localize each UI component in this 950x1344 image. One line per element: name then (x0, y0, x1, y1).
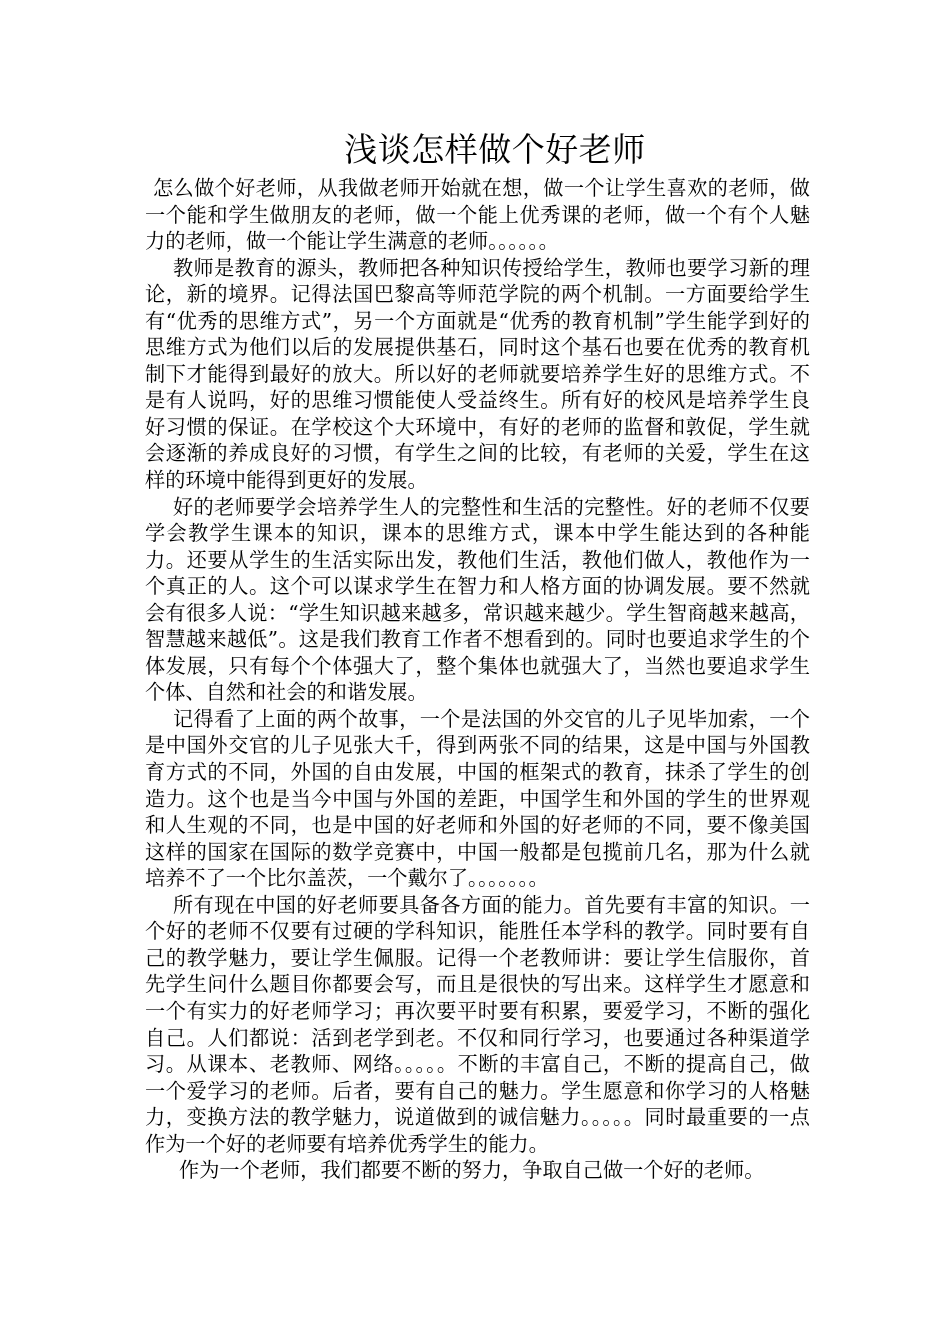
paragraph-6: 作为一个老师，我们都要不断的努力，争取自己做一个好的老师。 (179, 1158, 765, 1183)
paragraph-3: 好的老师要学会培养学生人的完整性和生活的完整性。好的老师不仅要学会教学生课本的知识，课本的思维方式，课本中学生能达到的各种能力。还要从学生的生活实际出发，教他们生活，教他们做人，教他作为一个真正的人。这个可以谋求学生在智力和人格方面的协调发展。要不然就会有很多人说：“学生知识越来越多，常识越来越少。学生智商越来越高，智慧越来越低”。这是我们教育工作者不想看到的。同时也要追求学生的个体发展，只有每个个体强大了，整个集体也就强大了，当然也要追求学生个体、自然和社会的和谐发展。 (145, 494, 810, 705)
paragraph-4: 记得看了上面的两个故事，一个是法国的外交官的儿子见毕加索，一个是中国外交官的儿子见张大千，得到两张不同的结果，这是中国与外国教育方式的不同，外国的自由发展，中国的框架式的教育，抹杀了学生的创造力。这个也是当今中国与外国的差距，中国学生和外国的学生的世界观和人生观的不同，也是中国的好老师和外国的好老师的不同，要不像美国这样的国家在国际的数学竞赛中，中国一般都是包揽前几名，那为什么就培养不了一个比尔盖茨，一个戴尔了。。。。。。。 (145, 706, 810, 891)
document-title: 浅谈怎样做个好老师 (344, 130, 646, 169)
paragraph-1: 怎么做个好老师，从我做老师开始就在想，做一个让学生喜欢的老师，做一个能和学生做朋友的老师，做一个能上优秀课的老师，做一个有个人魅力的老师，做一个能让学生满意的老师。。。。。。 (145, 176, 810, 254)
paragraph-5: 所有现在中国的好老师要具备各方面的能力。首先要有丰富的知识。一个好的老师不仅要有过硬的学科知识，能胜任本学科的教学。同时要有自己的教学魅力，要让学生佩服。记得一个老教师讲：要让学生信服你，首先学生问什么题目你都要会写，而且是很快的写出来。这样学生才愿意和一个有实力的好老师学习；再次要平时要有积累，要爱学习，不断的强化自己。人们都说：活到老学到老。不仅和同行学习，也要通过各种渠道学习。从课本、老教师、网络。。。。。不断的丰富自己，不断的提高自己，做一个爱学习的老师。后者，要有自己的魅力。学生愿意和你学习的人格魅力，变换方法的教学魅力，说道做到的诚信魅力。。。。。同时最重要的一点作为一个好的老师要有培养优秀学生的能力。 (145, 892, 810, 1156)
document-body (145, 175, 810, 1184)
paragraph-2: 教师是教育的源头，教师把各种知识传授给学生，教师也要学习新的理论，新的境界。记得法国巴黎高等师范学院的两个机制。一方面要给学生有“优秀的思维方式”，另一个方面就是“优秀的教育机制”学生能学到好的思维方式为他们以后的发展提供基石，同时这个基石也要在优秀的教育机制下才能得到最好的放大。所以好的老师就要培养学生好的思维方式。不是有人说吗，好的思维习惯能使人受益终生。所有好的校风是培养学生良好习惯的保证。在学校这个大环境中，有好的老师的监督和敦促，学生就会逐渐的养成良好的习惯，有学生之间的比较，有老师的关爱，学生在这样的环境中能得到更好的发展。 (145, 255, 810, 493)
